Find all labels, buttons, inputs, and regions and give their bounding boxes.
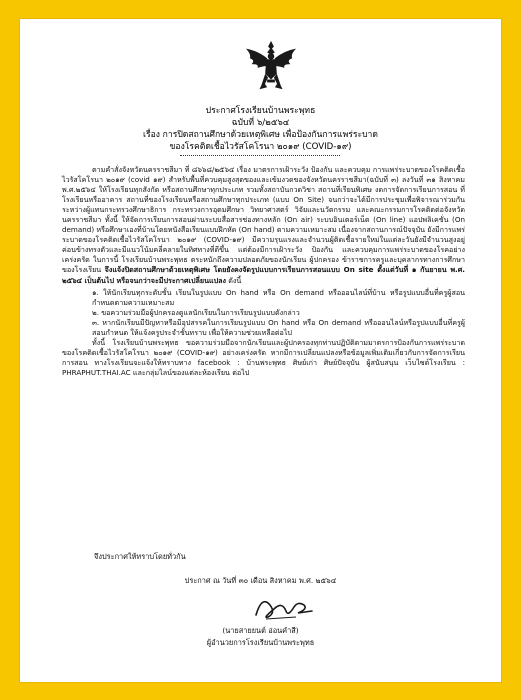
announcement-subject-cont: ของโรคติดเชื้อไวรัสโคโรนา ๒๐๑๙ (COVID-๑๙)	[169, 142, 352, 152]
paragraph-1	[62, 165, 465, 286]
measures-list	[62, 288, 465, 338]
list-item-1: ๑. ให้นักเรียนทุกระดับชั้น เรียนในรูปแบบ On hand หรือ On demand หรือออนไลน์ที่บ้าน หรือรูปแบบอื่นที่ครูผู้สอนกำหนดตามความเหมาะสม	[92, 287, 465, 307]
list-item-2: ๒. ขอความร่วมมือผู้ปกครองดูแลนักเรียนในการเรียนรูปแบบดังกล่าว	[92, 307, 300, 317]
paragraph-1-tail: ดังนี้	[225, 275, 242, 285]
paragraph-1-text: ตามคำสั่งจังหวัดนครราชสีมา ที่ ๘๖๖๘/๒๕๖๔ เรื่อง มาตรการเฝ้าระวัง ป้องกัน และควบคุม การแพร่ระบาดของโรคติดเชื้อไวรัสโคโรนา ๒๐๑๙ (covid ๑๙) สำหรับพื้นที่ควบคุมสูงสุดของและเข้มงวดของจังหวัดนครราชสีมา(ฉบับที่ ๓) ลงวันที่ ๓๑ สิงหาคม พ.ศ.๒๕๖๔ ให้โรงเรียนทุกสังกัด หรือสถานศึกษาทุกประเภท รวมทั้งสถาบันกวดวิชา สถานที่เรียนพิเศษ งดการจัดการเรียนการสอน ที่โรงเรียนหรืออาคาร สถานที่ของโรงเรียนหรือสถานศึกษาทุกประเภท (แบบ On Site) จนกว่าจะได้มีการประชุมเพื่อพิจารณาร่วมกันระหว่างผู้แทนกระทรวงศึกษาธิการ กระทรวงการอุดมศึกษา วิทยาศาสตร์ วิจัยและนวัตกรรม และคณะกรรมการโรคติดต่อจังหวัดนครราชสีมา ทั้งนี้ ให้จัดการเรียนการสอนผ่านระบบสื่อสารช่องทางหลัก (On air) ระบบอินเตอร์เน็ต (On line) แอปพลิเคชั่น (On demand) หรือศึกษาเองที่บ้านโดยหนังสือเรียนแบบฝึกหัด (On hand) ตามความเหมาะสม เนื่องจากสถานการณ์ปัจจุบัน ยังมีการแพร่ระบาดของโรคติดเชื้อไวรัสโคโรนา ๒๐๑๙ (COVID-๑๙) มีความรุนแรงและจำนวนผู้ติดเชื้อรายใหม่ในแต่ละวันยังมีจำนวนสูงอยู่ ค่อนข้างทรงตัวและมีแนวโน้มคลี่คลายในทิศทางที่ดีขึ้น แต่ต้องมีการเฝ้าระวัง ป้องกัน และควบคุมการแพร่ระบาดของโรคอย่างเคร่งครัด ในการนี้ โรงเรียนบ้านพระพุทธ ตระหนักถึงความปลอดภัยของนักเรียน ผู้ปกครอง ข้าราชการครูและบุคลากรทางการศึกษาของโรงเรียน	[62, 165, 465, 275]
list-item-3: ๓. หากนักเรียนมีปัญหาหรือมีอุปสรรคในการเรียนรูปแบบ On hand หรือ On demand หรือออนไลน์หรือรูปแบบอื่นที่ครูผู้สอนกำหนด ให้แจ้งครูประจำชั้นทราบ เพื่อให้ความช่วยเหลือต่อไป	[92, 317, 465, 337]
garuda-emblem-icon	[242, 37, 300, 95]
closure-statement: จึงแจ้งปิดสถานศึกษาด้วยเหตุพิเศษ โดยยังคงจัดรูปแบบการเรียนการสอนแบบ On site ตั้งแต่วันที่ ๑ กันยายน พ.ศ. ๒๕๖๔ เป็นต้นไป หรือจนกว่าจะมีประกาศเปลี่ยนแปลง	[62, 265, 465, 285]
announcement-subject: เรื่อง การปิดสถานศึกษาด้วยเหตุพิเศษ เพื่อป้องกันการแพร่ระบาด	[143, 130, 378, 140]
divider	[180, 155, 340, 156]
signer-name: (นายสายยนต์ อ่อนคำสี)	[222, 626, 299, 635]
paragraph-2: ทั้งนี้ โรงเรียนบ้านพระพุทธ ขอความร่วมมือจากนักเรียนและผู้ปกครองทุกท่านปฏิบัติตามมาตรการป้องกันการแพร่ระบาดของโรคติดเชื้อไวรัสโคโรนา ๒๐๑๙ (COVID-๑๙) อย่างเคร่งครัด หากมีการเปลี่ยนแปลงหรือข้อมูลเพิ่มเติมเกี่ยวกับการจัดการเรียนการสอน ทางโรงเรียนจะแจ้งให้ทราบทาง facebook : บ้านพระพุทธ ศิษย์เก่า ศิษย์ปัจจุบัน ผู้สนับสนุน เว็บไซต์โรงเรียน : PHRAPHUT.THAI.AC และกลุ่มไลน์ของแต่ละห้องเรียน ต่อไป	[62, 337, 465, 377]
announcement-date: ประกาศ ณ วันที่ ๓๐ เดือน สิงหาคม พ.ศ. ๒๕๖๔	[184, 576, 337, 585]
signer-position: ผู้อำนวยการโรงเรียนบ้านพระพุทธ	[206, 638, 315, 647]
signature-icon	[248, 591, 318, 623]
announcement-body	[62, 165, 465, 380]
announcement-number: ฉบับที่ ๖/๒๕๖๔	[231, 118, 290, 128]
announcement-page	[19, 18, 502, 683]
closing-line: จึงประกาศให้ทราบโดยทั่วกัน	[94, 552, 186, 561]
school-title: ประกาศโรงเรียนบ้านพระพุทธ	[205, 106, 316, 116]
